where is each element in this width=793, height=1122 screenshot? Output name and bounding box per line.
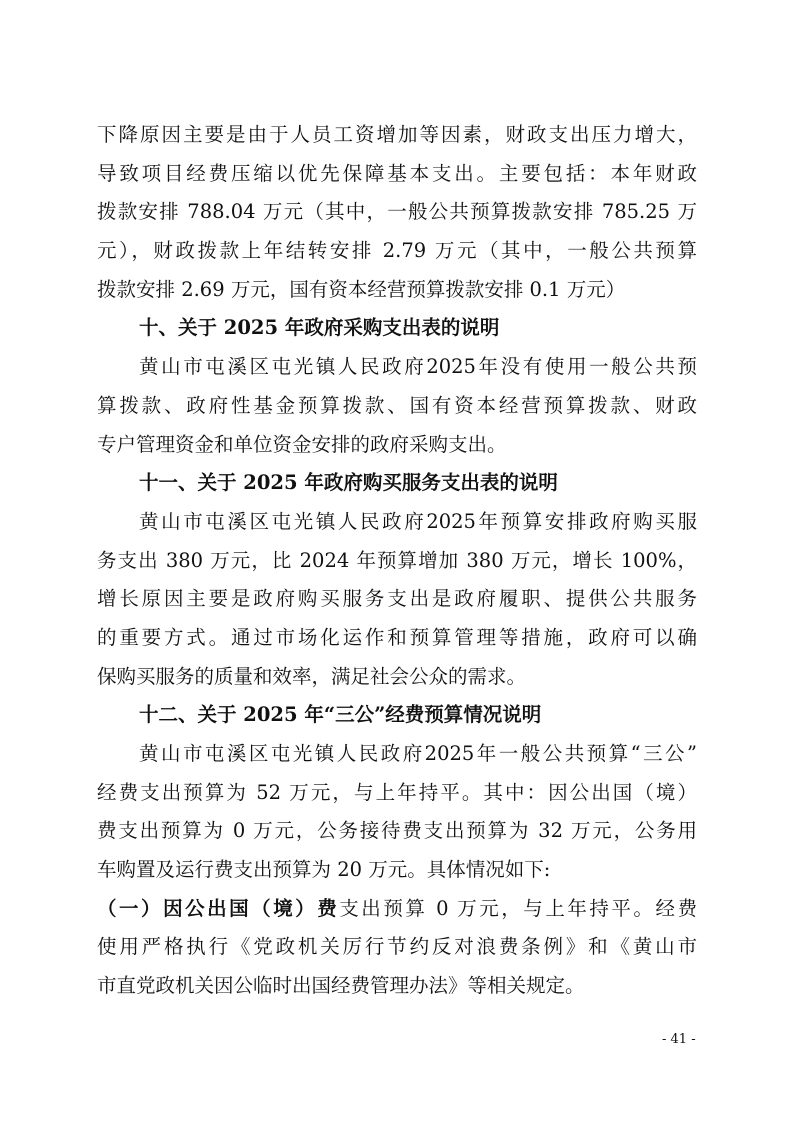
section-heading-11: 十一、关于 2025 年政府购买服务支出表的说明: [139, 471, 558, 495]
paragraph-line: 车购置及运行费支出预算为 20 万元。具体情况如下:: [97, 858, 551, 882]
paragraph-line: 导致项目经费压缩以优先保障基本支出。主要包括：本年财政: [97, 161, 697, 185]
paragraph-line: 市直党政机关因公临时出国经费管理办法》等相关规定。: [97, 974, 585, 998]
paragraph-line: 黄山市屯溪区屯光镇人民政府2025年没有使用一般公共预: [139, 355, 697, 379]
paragraph-line: 元），财政拨款上年结转安排 2.79 万元（其中，一般公共预算: [97, 239, 697, 263]
subheading-inline: （一）因公出国（境）费: [97, 896, 340, 920]
paragraph-line: 下降原因主要是由于人员工资增加等因素，财政支出压力增大，: [97, 123, 697, 146]
paragraph-line: 费支出预算为 0 万元，公务接待费支出预算为 32 万元，公务用: [97, 819, 697, 843]
page-number: - 41 -: [662, 1032, 696, 1047]
paragraph-line: 拨款安排 2.69 万元，国有资本经营预算拨款安排 0.1 万元）: [97, 277, 626, 301]
paragraph-line: 黄山市屯溪区屯光镇人民政府2025年预算安排政府购买服: [139, 509, 697, 533]
paragraph-line: 使用严格执行《党政机关厉行节约反对浪费条例》和《黄山市: [97, 935, 697, 959]
paragraph-line: 务支出 380 万元，比 2024 年预算增加 380 万元，增长 100%，: [97, 548, 697, 572]
paragraph-text: 支出预算 0 万元，与上年持平。经费: [339, 896, 697, 920]
paragraph-line: 专户管理资金和单位资金安排的政府采购支出。: [97, 432, 507, 456]
section-heading-10: 十、关于 2025 年政府采购支出表的说明: [139, 316, 500, 340]
document-body: [97, 116, 697, 1006]
paragraph-line: 算拨款、政府性基金预算拨款、国有资本经营预算拨款、财政: [97, 393, 697, 417]
paragraph-line: 黄山市屯溪区屯光镇人民政府2025年一般公共预算“三公”: [139, 742, 697, 765]
paragraph-line: 拨款安排 788.04 万元（其中，一般公共预算拨款安排 785.25 万: [97, 200, 697, 224]
paragraph-line: 保购买服务的质量和效率，满足社会公众的需求。: [97, 664, 527, 688]
paragraph-line: 经费支出预算为 52 万元，与上年持平。其中：因公出国（境）: [97, 780, 697, 804]
paragraph-line: 增长原因主要是政府购买服务支出是政府履职、提供公共服务: [97, 587, 697, 611]
section-heading-12: 十二、关于 2025 年“三公”经费预算情况说明: [139, 703, 542, 727]
paragraph-line: [97, 890, 697, 929]
paragraph-line: 的重要方式。通过市场化运作和预算管理等措施，政府可以确: [97, 625, 697, 649]
